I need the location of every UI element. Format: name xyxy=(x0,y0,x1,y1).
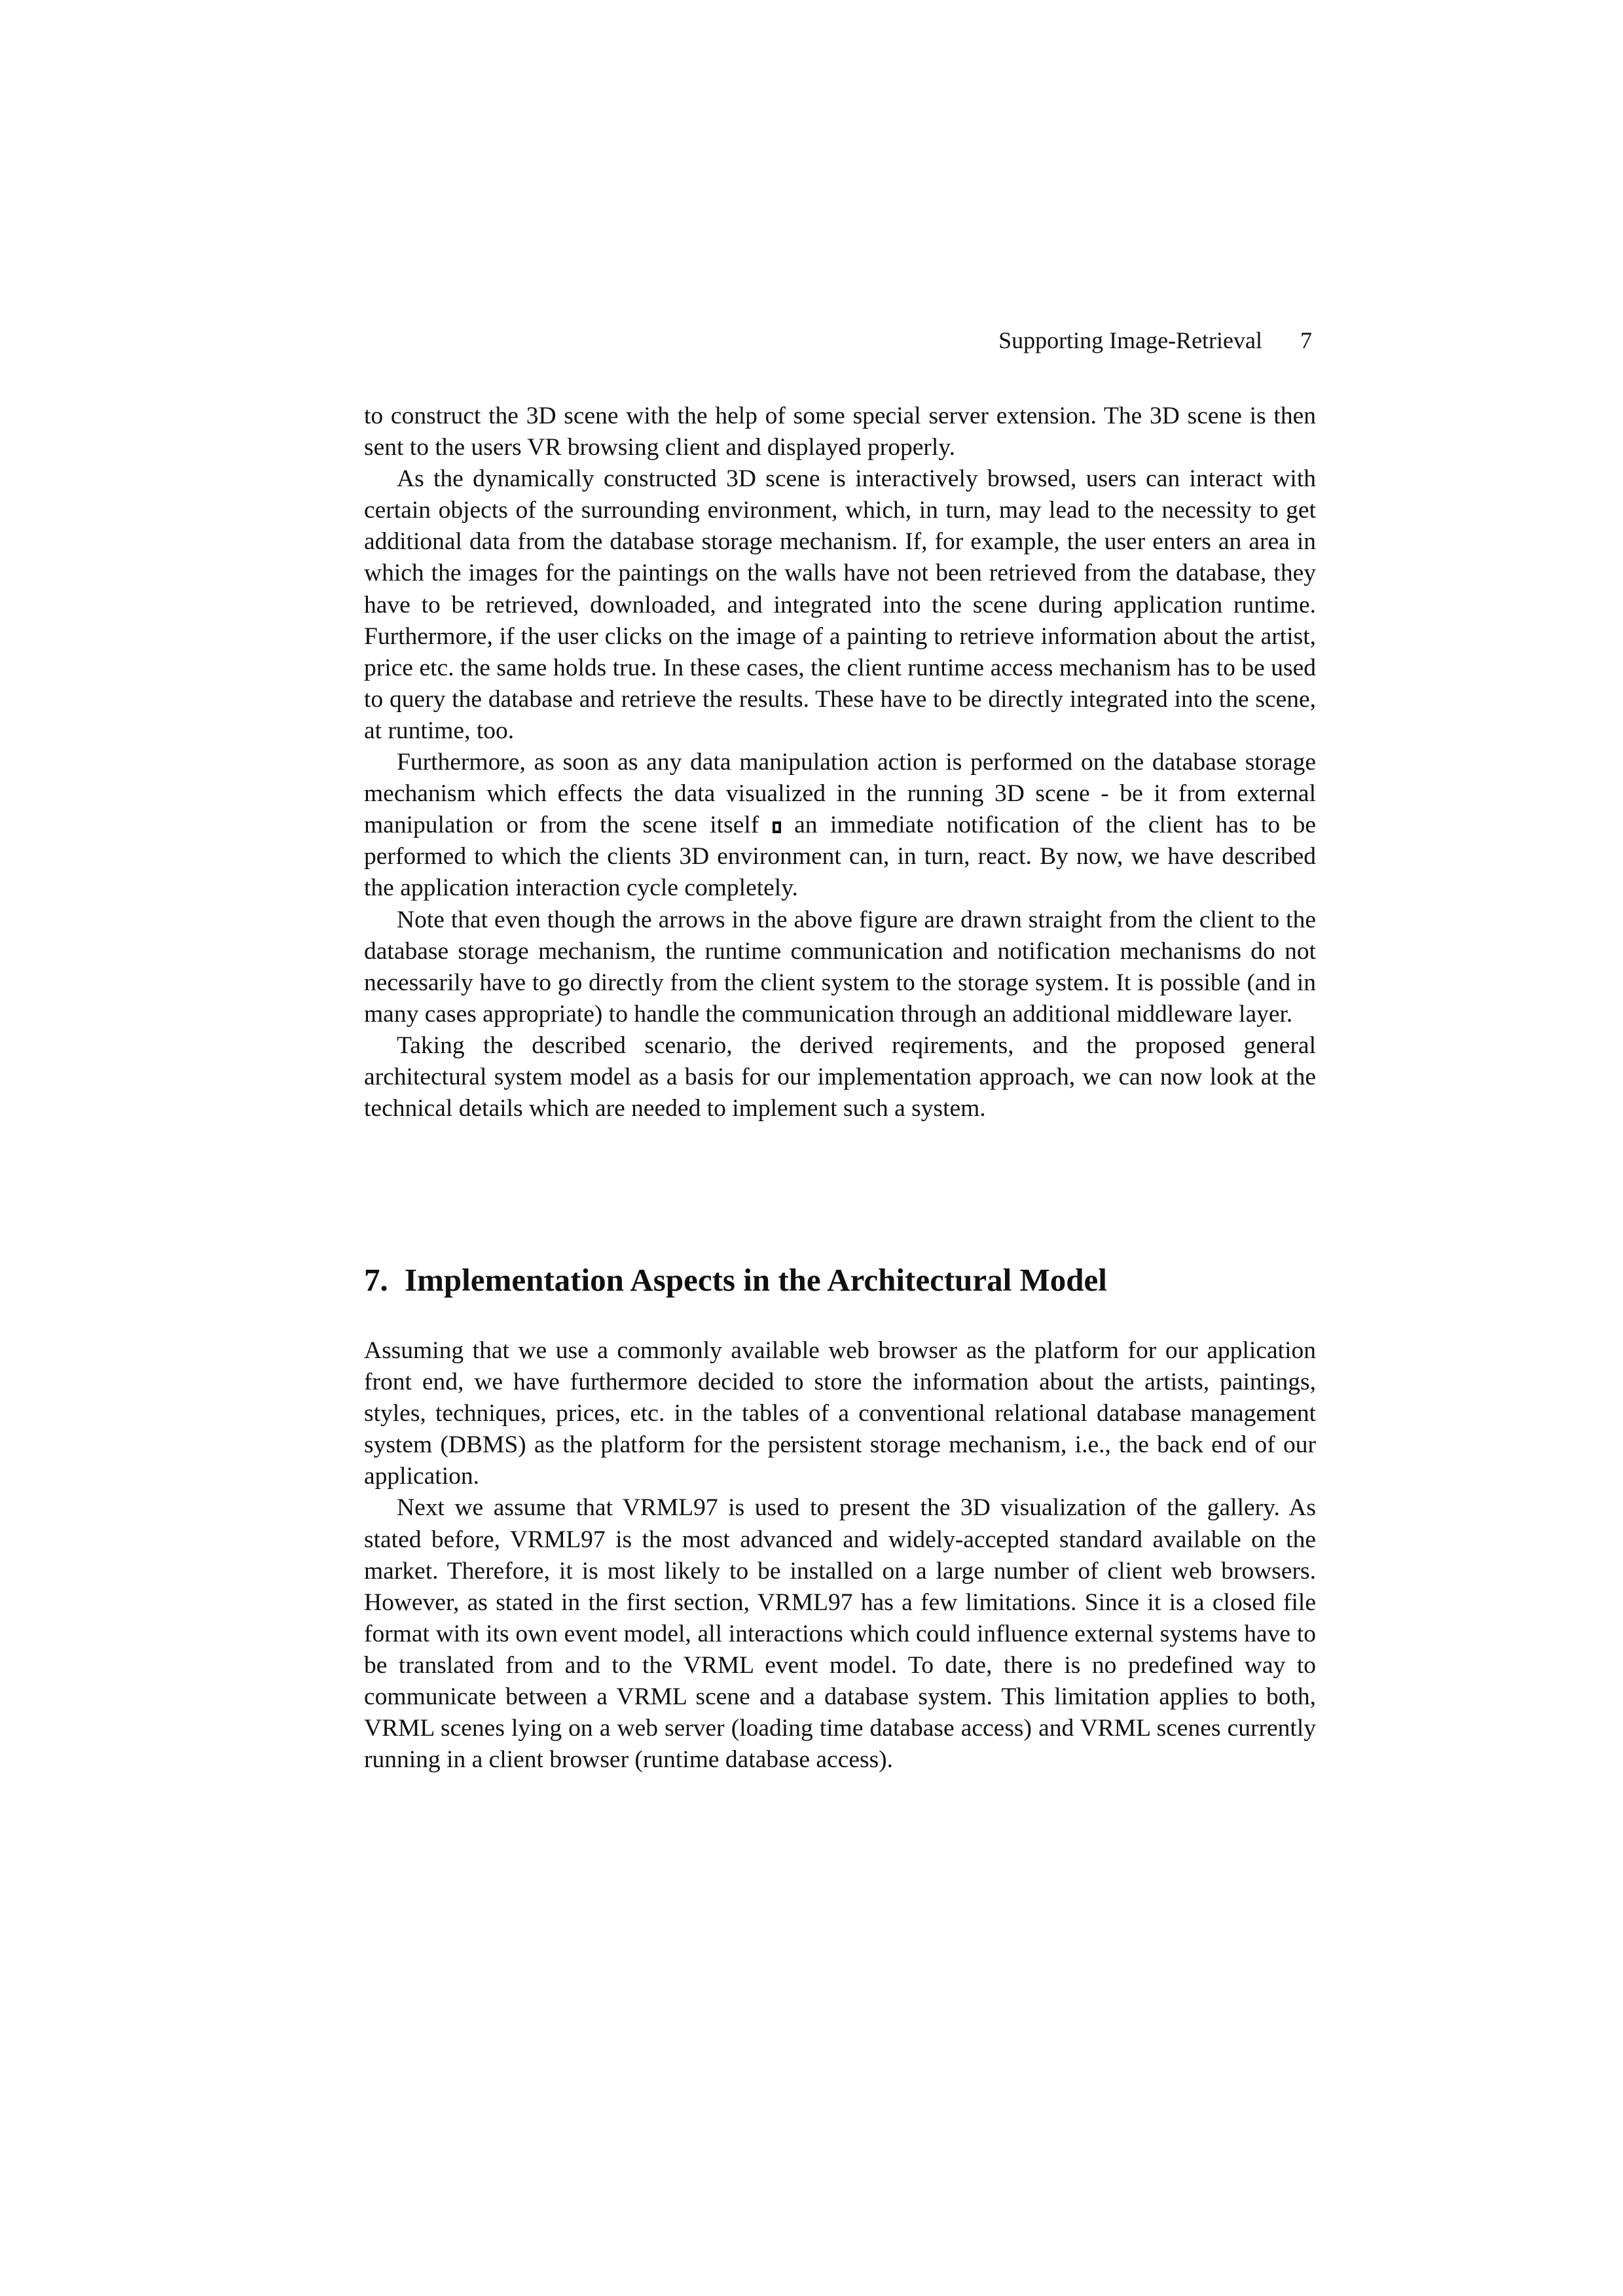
unrendered-glyph-box-icon xyxy=(773,821,781,833)
paragraph-notification xyxy=(364,747,1316,904)
page-number: 7 xyxy=(1300,327,1312,353)
paragraph-middleware-note: Note that even though the arrows in the above figure are drawn straight from the client to the database storage mechanism, the runtime communication and notification mechanisms do not necessarily have to go directly from the client system to the storage system. It is possible (and in many cases appropriate) to handle the communication through an additional middleware layer. xyxy=(364,906,1316,1028)
body-text-section-7 xyxy=(364,1335,1316,1776)
paragraph-vrml97-limitations: Next we assume that VRML97 is used to present the 3D visualization of the gallery. As stated before, VRML97 is the most advanced and widely-accepted standard available on the market. Therefore, it is most likely to be installed on a large number of client web browsers. However, as stated in the first section, VRML97 has a few limitations. Since it is a closed file format with its own event model, all interactions which could influence external systems have to be translated from and to the VRML event model. To date, there is no predefined way to communicate between a VRML scene and a database system. This limitation applies to both, VRML scenes lying on a web server (loading time database access) and VRML scenes currently running in a client browser (runtime database access). xyxy=(364,1494,1316,1774)
paragraph-notification-part-2: an immediate notification of the client has to be performed to which the clients 3D environment can, in turn, react. By now, we have described the application interaction cycle completely. xyxy=(364,812,1317,902)
section-title: Implementation Aspects in the Architectural Model xyxy=(405,1262,1107,1298)
paragraph-notification-part-1: Furthermore, as soon as any data manipulation action is performed on the database storage mechanism which effects the data visualized in the running 3D scene - be it from external manipulation or from the scene itself xyxy=(364,749,1316,839)
body-text-before-section xyxy=(364,401,1316,1124)
paragraph-continuation: to construct the 3D scene with the help of some special server extension. The 3D scene is then sent to the users VR browsing client and displayed properly. xyxy=(364,403,1316,461)
paragraph-interaction: As the dynamically constructed 3D scene is interactively browsed, users can interact with certain objects of the surrounding environment, which, in turn, may lead to the necessity to get additional data from the database storage mechanism. If, for example, the user enters an area in which the images for the paintings on the walls have not been retrieved from the database, they have to be retrieved, downloaded, and integrated into the scene during application runtime. Furthermore, if the user clicks on the image of a painting to retrieve information about the artist, price etc. the same holds true. In these cases, the client runtime access mechanism has to be used to query the database and retrieve the results. These have to be directly integrated into the scene, at runtime, too. xyxy=(364,465,1316,744)
paragraph-transition: Taking the described scenario, the derived reqirements, and the proposed general architectural system model as a basis for our implementation approach, we can now look at the technical details which are needed to implement such a system. xyxy=(364,1031,1316,1122)
running-head xyxy=(364,325,1316,356)
section-number: 7. xyxy=(364,1262,388,1298)
running-head-title: Supporting Image-Retrieval xyxy=(998,327,1262,353)
paragraph-dbms-assumption: Assuming that we use a commonly available web browser as the platform for our application front end, we have furthermore decided to store the information about the artists, paintings, styles, techniques, prices, etc. in the tables of a conventional relational database management system (DBMS) as the platform for the persistent storage mechanism, i.e., the back end of our application. xyxy=(364,1337,1316,1490)
section-heading xyxy=(364,1259,1316,1301)
